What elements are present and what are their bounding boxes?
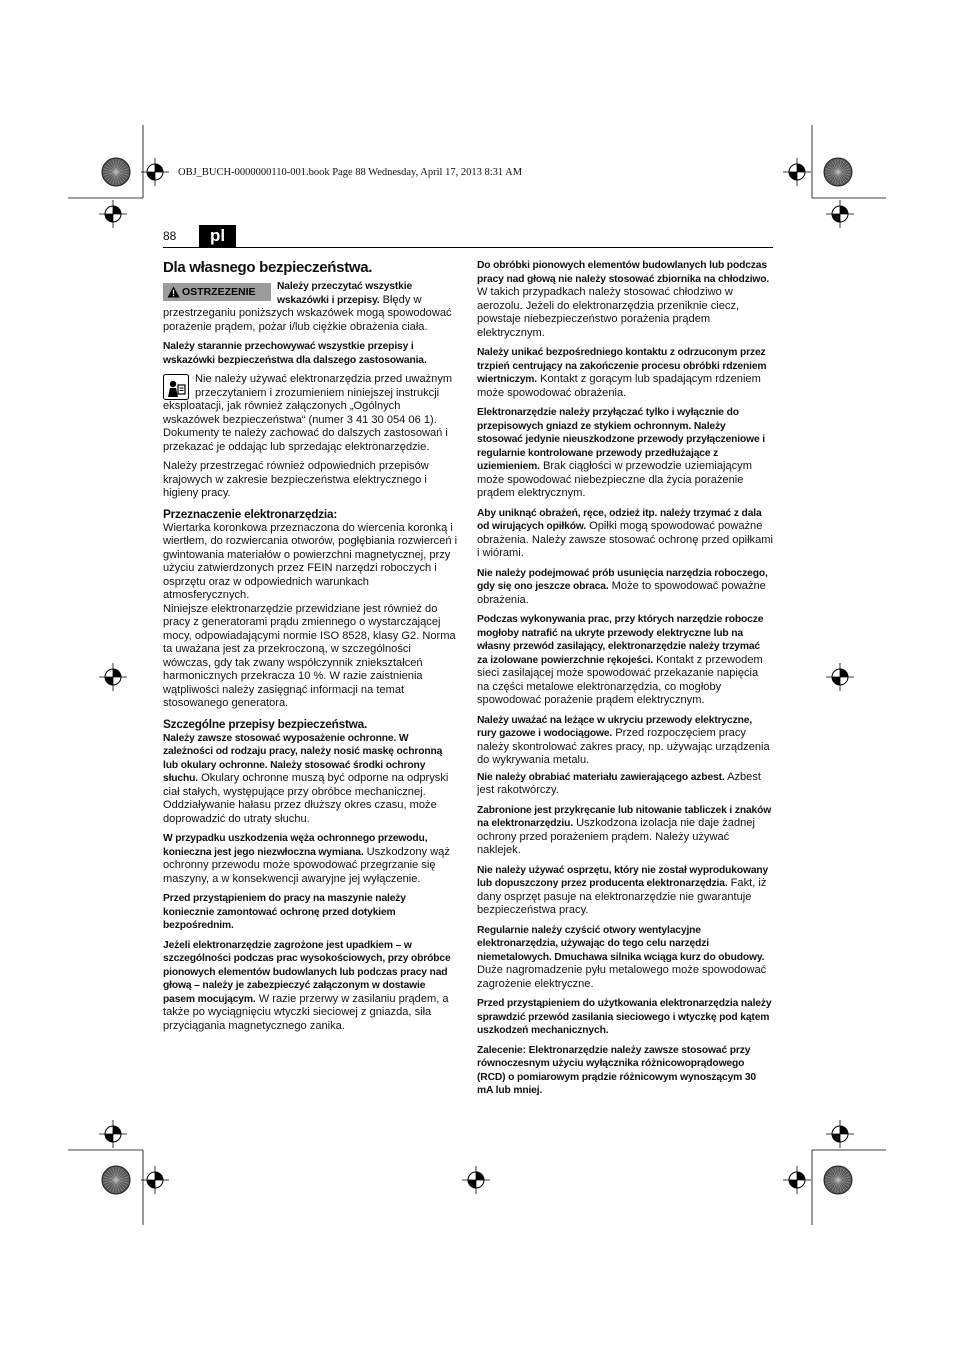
registration-target	[113, 669, 121, 677]
paragraph-bold: Nie należy podejmować prób usunięcia narzędzia roboczego, gdy się ono jeszcze obraca.	[477, 567, 768, 592]
registration-target	[155, 1172, 163, 1180]
left-column	[163, 259, 458, 1039]
registration-target	[476, 1172, 484, 1180]
paragraph-text: Uszkodzona izolacja nie daje żadnej ochrony przed porażeniem prądem. Należy używać naklejek.	[477, 817, 755, 856]
paragraph-text: Kontakt z przewodem sieci zasilającej może spowodować przekazanie napięcia na części metalowe elektronarzędzia, co mogłoby spowodować porażenie prądem elektrycznym.	[477, 653, 763, 706]
language-tab: pl	[199, 225, 236, 247]
warning-text: Błędy w przestrzeganiu poniższych wskazówek mogą spowodować porażenie prądem, pożar i/lub ciężkie obrażenia ciała.	[163, 293, 452, 333]
registration-target	[840, 1126, 848, 1134]
manual-note: Nie należy używać elektronarzędzia przed uważnym przeczytaniem i zrozumieniem niniejszej instrukcji eksploatacji, jak również załączonych „Ogólnych wskazówek bezpieczeństwa“ (numer 3 41 30 054 06 1). Dokumenty te należy zachować do dalszych zastosowań i przekazać je oddając lub sprzedając elektronarzędzie.	[163, 373, 453, 453]
warning-bold: Należy przeczytać wszystkie wskazówki i przepisy.	[277, 281, 413, 306]
section-heading: Dla własnego bezpieczeństwa.	[163, 259, 373, 276]
registration-target	[840, 669, 848, 677]
paragraph-bold: Nie należy używać osprzętu, który nie został wyprodukowany lub dopuszczony przez producenta elektronarzędzia.	[477, 864, 769, 889]
paragraph-text: W razie przerwy w zasilaniu prądem, a także po wyciągnięciu wtyczki sieciowej z gniazda, siła przyciągania magnetycznego zanika.	[163, 992, 449, 1032]
read-manual-icon	[163, 374, 189, 400]
paragraph-bold: Do obróbki pionowych elementów budowlanych lub podczas pracy nad głową nie należy stosować zbiornika na chłodziwo.	[477, 260, 770, 285]
paragraph-bold: Zabronione jest przykręcanie lub nitowanie tabliczek i znaków na elektronarzędziu.	[477, 804, 772, 829]
registration-target	[147, 172, 155, 180]
header-rule	[163, 247, 773, 248]
paragraph-bold: Należy uważać na leżące w ukryciu przewody elektryczne, rury gazowe i wodociągowe.	[477, 714, 753, 739]
file-header: OBJ_BUCH-0000000110-001.book Page 88 Wednesday, April 17, 2013 8:31 AM	[178, 167, 523, 178]
registration-target	[468, 1180, 476, 1188]
registration-target	[105, 214, 113, 222]
keep-instructions: Należy starannie przechowywać wszystkie przepisy i wskazówki bezpieczeństwa dla dalszego zastosowania.	[163, 341, 427, 366]
registration-target	[147, 1180, 155, 1188]
paragraph-bold: Należy unikać bezpośredniego kontaktu z odrzuconym przez trzpień centrujący na zakończenie procesu obróbki rdzeniem wiertniczym.	[477, 347, 767, 385]
registration-target	[797, 164, 805, 172]
paragraph-bold: Aby uniknąć obrażeń, ręce, odzież itp. należy trzymać z dala od wirujących opiłków.	[477, 507, 762, 532]
special-heading: Szczególne przepisy bezpieczeństwa.	[163, 716, 368, 731]
registration-target	[797, 1172, 805, 1180]
registration-target	[832, 214, 840, 222]
paragraph-text: Kontakt z gorącym lub spadającym rdzeniem może spowodować obrażenia.	[477, 373, 761, 399]
warning-label-text: OSTRZEZENIE	[182, 286, 256, 298]
right-column	[477, 259, 773, 1104]
paragraph-text: Może to spowodować poważne obrażenia.	[477, 580, 766, 606]
registration-target	[832, 1134, 840, 1142]
registration-target	[105, 677, 113, 685]
purpose-text-2: Niniejsze elektronarzędzie przewidziane jest również do pracy z generatorami prądu zmiennego o wystarczającej mocy, odpowiadającymi normie ISO 8528, klasy G2. Norma ta uważana jest za przekroczoną, w szczególności wówczas, gdy tak zwany współczynnik zniekształceń harmonicznych przekracza 10 %. W razie zaistnienia wątpliwości należy zasięgnąć informacji na temat stosowanego generatora.	[163, 602, 456, 709]
paragraph-text: Duże nagromadzenie pyłu metalowego może spowodować zagrożenie elektryczne.	[477, 964, 767, 990]
registration-target	[105, 1134, 113, 1142]
paragraph-text: W takich przypadkach należy stosować chłodziwo w aerozolu. Jeżeli do elektronarzędzia przeniknie ciecz, powstaje niebezpieczeństwo porażenia prądem elektrycznym.	[477, 286, 740, 339]
paragraph-bold: Przed przystąpieniem do pracy na maszynie należy koniecznie zamontować ochronę przed dotykiem bezpośrednim.	[163, 893, 406, 931]
warning-triangle-icon	[167, 286, 180, 298]
registration-target	[113, 206, 121, 214]
registration-target	[155, 164, 163, 172]
purpose-heading: Przeznaczenie elektronarzędzia:	[163, 506, 338, 521]
paragraph-text: Okulary ochronne muszą być odporne na odpryski ciał stałych, występujące przy obróbce mechanicznej. Oddziaływanie hałasu przez dłuższy okres czasu, może doprowadzić do utraty słuchu.	[163, 772, 449, 825]
registration-target	[789, 1180, 797, 1188]
paragraph-bold: Podczas wykonywania prac, przy których narzędzie robocze mogłoby natrafić na ukryte przewody elektryczne lub na własny przewód zasilający, elektronarzędzie należy trzymać za izolowane powierzchnie rękojeści.	[477, 614, 764, 666]
warning-label	[163, 283, 271, 301]
paragraph-bold: Nie należy obrabiać materiału zawierającego azbest.	[477, 771, 725, 783]
paragraph-bold: Należy zawsze stosować wyposażenie ochronne. W zależności od rodzaju pracy, należy nosić maskę ochronną lub okulary ochronne. Należy stosować środki ochrony słuchu.	[163, 732, 443, 784]
paragraph-text: Brak ciągłości w przewodzie uziemiającym może spowodować niebezpieczne dla życia porażenie prądem elektrycznym.	[477, 460, 752, 499]
registration-target	[840, 206, 848, 214]
page-number: 88	[163, 229, 177, 243]
paragraph-bold: W przypadku uszkodzenia węża ochronnego przewodu, konieczna jest jego niezwłoczna wymiana.	[163, 833, 428, 858]
paragraph-text: Fakt, iż dany osprzęt pasuje na elektronarzędzie nie gwarantuje bezpieczeństwa pracy.	[477, 877, 767, 916]
registration-target	[789, 172, 797, 180]
purpose-text-1: Wiertarka koronkowa przeznaczona do wiercenia koronką i wiertłem, do rozwiercania otworów, pogłębiania rozwierceń i gwintowania materiałów o powierzchni magnetycznej, przy użyciu zatwierdzonych przez FEIN narzędzi roboczych i osprzętu oraz w odpowiednich warunkach atmosferycznych.	[163, 521, 458, 601]
warning-block	[163, 280, 458, 340]
paragraph-text: Uszkodzony wąż ochronny przewodu może spowodować przegrzanie się maszyny, a w konsekwencji awaryjne jej wyłączenie.	[163, 845, 450, 885]
registration-target	[113, 1126, 121, 1134]
registration-target	[832, 677, 840, 685]
paragraph-bold: Zalecenie: Elektronarzędzie należy zawsze stosować przy równoczesnym użyciu wyłącznika różnicowoprądowego (RCD) o pomiarowym prądzie różnicowym wynoszącym 30 mA lub mniej.	[477, 1044, 757, 1096]
paragraph-text: Przed rozpoczęciem pracy należy skontrolować zakres pracy, np. używając urządzenia do wykrywania metalu.	[477, 727, 770, 766]
paragraph-bold: Przed przystąpieniem do użytkowania elektronarzędzia należy sprawdzić przewód zasilania sieciowego i wtyczkę pod kątem uszkodzeń mechanicznych.	[477, 998, 772, 1036]
paragraph-text: Azbest jest rakotwórczy.	[477, 770, 761, 796]
paragraph-bold: Elektronarzędzie należy przyłączać tylko i wyłącznie do przepisowych gniazd ze stykiem ochronnym. Należy stosować jedynie nieuszkodzone przewody przyłączeniowe i regularnie kontrolowane przewody przedłużające z uziemieniem.	[477, 407, 765, 472]
paragraph-text: Opiłki mogą spowodować poważne obrażenia. Należy zawsze stosować ochronę przed opiłkami i wiórami.	[477, 520, 773, 559]
paragraph-bold: Regularnie należy czyścić otwory wentylacyjne elektronarzędzia, używając do tego celu narzędzi niemetalowych. Dmuchawa silnika wciąga kurz do obudowy.	[477, 924, 765, 963]
regulations-note: Należy przestrzegać również odpowiednich przepisów krajowych w zakresie bezpieczeństwa elektrycznego i higieny pracy.	[163, 460, 429, 499]
paragraph-bold: Jeżeli elektronarzędzie zagrożone jest upadkiem – w szczególności podczas prac wysokościowych, przy obróbce pionowych elementów budowlanych lub podczas pracy nad głową – należy je zabezpieczyć załączonym w dostawie pasem mocującym.	[163, 939, 451, 1005]
